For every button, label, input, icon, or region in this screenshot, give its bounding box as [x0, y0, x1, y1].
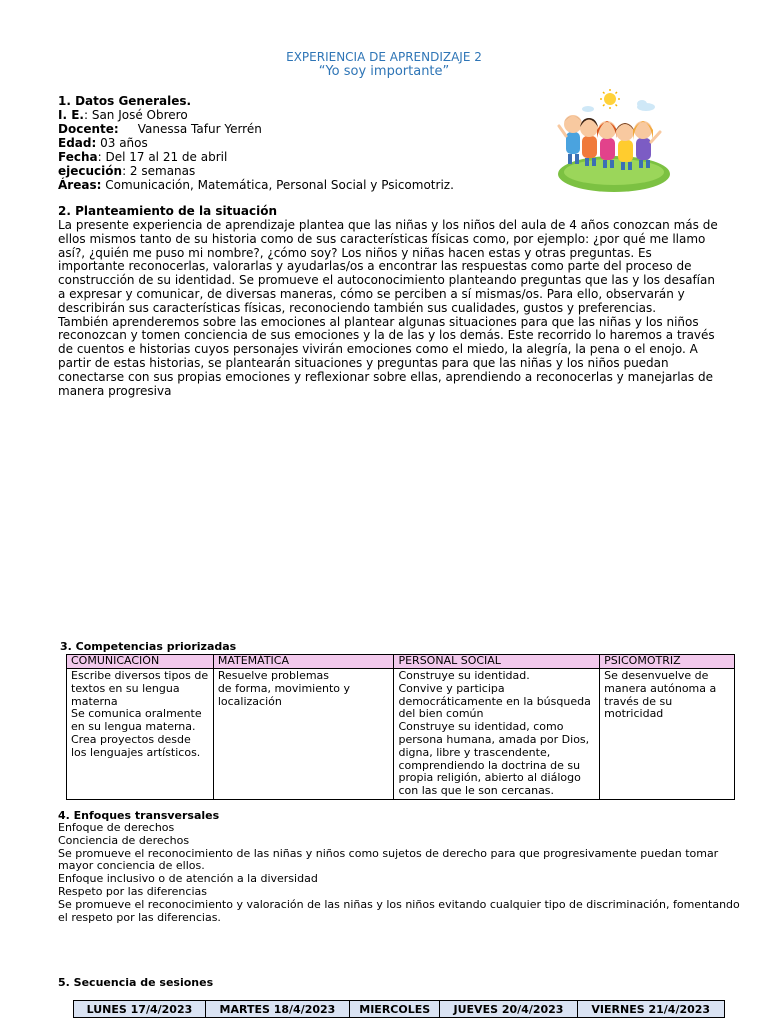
datos-heading: 1. Datos Generales. [58, 94, 192, 108]
datos-generales [58, 94, 454, 192]
day-martes: MARTES 18/4/2023 [205, 1001, 349, 1018]
enfoque-line: Se promueve el reconocimiento de las niñas y niños como sujetos de derecho para que progresivamente puedan tomar mayor conciencia de ellos. [58, 846, 719, 873]
secuencia-table [73, 1000, 725, 1018]
datos-row-ie: I. E.: San José Obrero [58, 108, 188, 122]
cell-matematica: Resuelve problemas de forma, movimiento y localización [213, 669, 394, 800]
sun-icon [600, 89, 620, 109]
enfoque-line: Se promueve el reconocimiento y valoración de las niñas y los niños evitando cualquier tipo de discriminación, fomentando el respeto por las diferencias. [58, 897, 740, 924]
datos-row-fecha: Fecha: Del 17 al 21 de abril [58, 150, 228, 164]
competencias-table [66, 654, 735, 800]
enfoque-line: Enfoque de derechos [58, 821, 175, 834]
enfoques-heading: 4. Enfoques transversales [58, 809, 220, 822]
datos-row-ejecucion: ejecución: 2 semanas [58, 164, 196, 178]
cloud-icon [582, 100, 655, 112]
secuencia-header-row [74, 1001, 725, 1018]
document-subtitle: “Yo soy importante” [318, 64, 450, 79]
cell-personal-social: Construye su identidad. Convive y participa democráticamente en la búsqueda del bien común Construye su identidad, como persona humana, amada por Dios, digna, libre y trascendente, comprendiendo la doctrina de su propia religión, abierto al diálogo con las que le son cercanas. [394, 669, 600, 800]
col-matematica: MATEMÁTICA [213, 655, 394, 669]
situacion-heading: 2. Planteamiento de la situación [58, 204, 278, 218]
competencias-header-row [67, 655, 735, 669]
situacion-paragraph-2: También aprenderemos sobre las emociones al plantear algunas situaciones para que las niñas y los niños reconozcan y tomen conciencia de sus emociones y la de las y los demás. Este recorrido lo haremos a través de cuentos e historias cuyos personajes vivirán emociones como el miedo, la alegría, la pena o el enojo. A partir de estas historias, se plantearán situaciones y preguntas para que las niñas y los niños puedan conectarse con sus propias emociones y reflexionar sobre ellas, aprendiendo a reconocerlas y manejarlas de manera progresiva [58, 314, 715, 398]
enfoque-line: Conciencia de derechos [58, 833, 190, 847]
datos-row-docente: Docente: Vanessa Tafur Yerrén [58, 122, 262, 136]
children-illustration [552, 88, 678, 194]
enfoque-line: Enfoque inclusivo o de atención a la diversidad [58, 872, 318, 886]
situacion-text [58, 219, 718, 398]
competencias-row [67, 669, 735, 800]
competencias-heading: 3. Competencias priorizadas [60, 640, 237, 653]
col-personal-social: PERSONAL SOCIAL [394, 655, 600, 669]
situacion-paragraph-1: La presente experiencia de aprendizaje plantea que las niñas y los niños del aula de 4 años conozcan más de ellos mismos tanto de su historia como de sus características físicas como, por ejemplo: ¿por qué me llamo así?, ¿quién me puso mi nombre?, ¿cómo soy? Los niños y niñas hacen estas y otras preguntas. Es importante reconocerlas, valorarlas y ayudarlas/os a encontrar las respuestas como parte del proceso de construcción de su identidad. Se promueve el autoconocimiento planteando preguntas que las y los desafían a expresar y comunicar, de diversas maneras, cómo se perciben a sí mismas/os. Para ello, observarán y describirán sus características físicas, reconociendo también sus cualidades, gustos y preferencias. [58, 218, 718, 315]
document-title: EXPERIENCIA DE APRENDIZAJE 2 [286, 50, 482, 64]
day-miercoles: MIERCOLES [349, 1001, 440, 1018]
enfoques-text [58, 822, 748, 924]
datos-row-areas: Áreas: Comunicación, Matemática, Personal Social y Psicomotriz. [58, 178, 454, 192]
enfoque-line: Respeto por las diferencias [58, 884, 207, 898]
secuencia-heading: 5. Secuencia de sesiones [58, 976, 214, 989]
cell-comunicacion: Escribe diversos tipos de textos en su lengua materna Se comunica oralmente en su lengua materna. Crea proyectos desde los lenguajes artísticos. [67, 669, 214, 800]
day-lunes: LUNES 17/4/2023 [74, 1001, 206, 1018]
col-comunicacion: COMUNICACIÓN [67, 655, 214, 669]
day-jueves: JUEVES 20/4/2023 [440, 1001, 577, 1018]
cell-psicomotriz: Se desenvuelve de manera autónoma a través de su motricidad [600, 669, 735, 800]
datos-row-edad: Edad: 03 años [58, 136, 148, 150]
col-psicomotriz: PSICOMOTRIZ [600, 655, 735, 669]
day-viernes: VIERNES 21/4/2023 [577, 1001, 725, 1018]
